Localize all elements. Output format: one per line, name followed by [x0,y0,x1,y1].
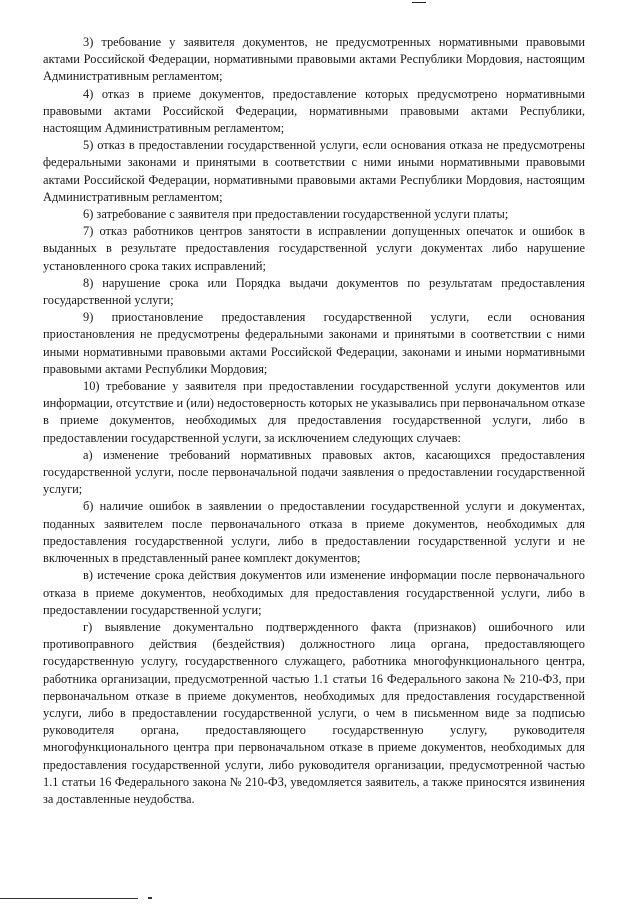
subparagraph-g: г) выявление документально подтвержденного факта (признаков) ошибочного или противоправного действия (бездействия) должностного лица органа, предоставляющего государственную услугу, государственного служащего, работника многофункционального центра, работника организации, предусмотренной частью 1.1 статьи 16 Федерального закона № 210-ФЗ, при первоначальном отказе в приеме документов, необходимых для предоставления государственной услуги, либо в предоставлении государственной услуги, о чем в письменном виде за подписью руководителя органа, предоставляющего государственную услугу, руководителя многофункционального центра при первоначальном отказе в приеме документов, необходимых для предоставления государственной услуги, либо руководителя организации, предусмотренной частью 1.1 статьи 16 Федерального закона № 210-ФЗ, уведомляется заявитель, а также приносятся извинения за доставленные неудобства. [43,619,585,806]
subparagraph-a: а) изменение требований нормативных правовых актов, касающихся предоставления государственной услуги, после первоначальной подачи заявления о предоставлении государственной услуги; [43,447,585,497]
footnote-separator [0,898,138,899]
paragraph-item-6: 6) затребование с заявителя при предоставлении государственной услуги платы; [83,207,509,222]
paragraph-item-7: 7) отказ работников центров занятости в исправлении допущенных опечаток и ошибок в выданных в результате предоставления государственной услуги документах либо нарушение установленного срока таких исправлений; [43,224,585,273]
paragraph-item-8: 8) нарушение срока или Порядка выдачи документов по результатам предоставления государственной услуги; [43,275,585,308]
document-body [43,34,585,808]
subparagraph-b: б) наличие ошибок в заявлении о предоставлении государственной услуги и документах, поданных заявителем после первоначального отказа в приеме документов, необходимых для предоставления государственной услуги, либо в предоставлении государственной услуги и не включенных в представленный ранее комплект документов; [43,499,585,566]
paragraph-item-5: 5) отказ в предоставлении государственной услуги, если основания отказа не предусмотрены федеральными законами и принятыми в соответствии с ними иными нормативными правовыми актами Российской Федерации, нормативными правовыми актами Республики Мордовия, настоящим Административным регламентом; [43,138,585,204]
paragraph-item-4: 4) отказ в приеме документов, предоставление которых предусмотрено нормативными правовыми актами Российской Федерации, нормативными правовыми актами Республики, настоящим Административным регламентом; [43,86,585,136]
subparagraph-v: в) истечение срока действия документов или изменение информации после первоначального отказа в приеме документов, необходимых для предоставления государственной услуги, либо в предоставлении государственной услуги; [43,568,585,617]
top-mark [412,2,426,3]
paragraph-item-9: 9) приостановление предоставления государственной услуги, если основания приостановления не предусмотрены федеральными законами и принятыми в соответствии с ними иными нормативными правовыми актами Российской Федерации, законами и иными нормативными правовыми актами Республики Мордовия; [43,310,585,376]
paragraph-item-10: 10) требование у заявителя при предоставлении государственной услуги документов или информации, отсутствие и (или) недостоверность которых не указывались при первоначальном отказе в приеме документов, необходимых для предоставления государственной услуги, либо в предоставлении государственной услуги, за исключением следующих случаев: [43,379,585,445]
paragraph-item-3: 3) требование у заявителя документов, не предусмотренных нормативными правовыми актами Российской Федерации, нормативными правовыми актами Республики Мордовия, настоящим Административным регламентом; [43,35,585,84]
footnote-mark [148,897,152,899]
